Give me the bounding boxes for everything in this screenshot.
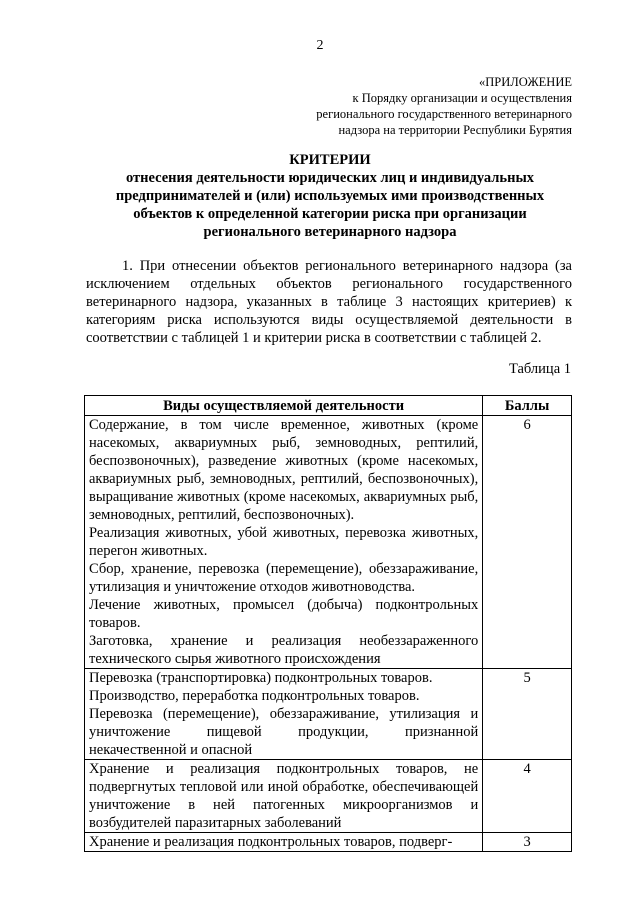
- table-row: [85, 416, 572, 669]
- appendix-header: [272, 74, 572, 138]
- score-cell: 6: [483, 416, 572, 669]
- activity-paragraph: Хранение и реализация подконтрольных товаров, не подвергнутых тепловой или иной обработке, обеспечивающей уничтожение в ней патогенных микроорганизмов и возбудителей паразитарных заболеваний: [89, 761, 479, 831]
- table-header-row: [85, 396, 572, 416]
- appendix-line: к Порядку организации и осуществления: [352, 91, 572, 105]
- activity-cell: [85, 833, 483, 852]
- intro-paragraph: 1. При отнесении объектов регионального ветеринарного надзора (за исключением отдельных объектов регионального государственного ветеринарного надзора, указанных в таблице 3 настоящих критериев) к категориям риска используются виды осуществляемой деятельности в соответствии с таблицей 1 и критерии риска в соответствии с таблицей 2.: [86, 258, 572, 346]
- activity-paragraph: Заготовка, хранение и реализация необеззараженного технического сырья животного происхождения: [89, 633, 479, 667]
- activity-paragraph: Хранение и реализация подконтрольных товаров, подверг-: [89, 834, 453, 850]
- title-subheading: отнесения деятельности юридических лиц и индивидуальных предпринимателей и (или) используемых ими производственных объектов к определенной категории риска при организации регионального ветеринарного надзора: [115, 170, 545, 240]
- activity-paragraph: Производство, переработка подконтрольных товаров.: [89, 688, 420, 704]
- activity-paragraph: Перевозка (перемещение), обеззараживание, утилизация и уничтожение пищевой продукции, признанной некачественной и опасной: [89, 706, 479, 758]
- score-cell: 5: [483, 669, 572, 760]
- score-cell: 4: [483, 760, 572, 833]
- document-title: [100, 151, 560, 241]
- table-row: [85, 833, 572, 852]
- page-number: 2: [316, 38, 324, 53]
- table-row: [85, 760, 572, 833]
- activity-paragraph: Лечение животных, промысел (добыча) подконтрольных товаров.: [89, 597, 479, 631]
- appendix-line: надзора на территории Республики Бурятия: [338, 123, 572, 137]
- activity-paragraph: Содержание, в том числе временное, животных (кроме насекомых, аквариумных рыб, земноводных, рептилий, беспозвоночных), разведение животных (кроме насекомых, аквариумных рыб, земноводных, рептилий, беспозвоночных), выращивание животных (кроме насекомых, аквариумных рыб, земноводных, рептилий, беспозвоночных).: [89, 417, 479, 523]
- title-heading: КРИТЕРИИ: [289, 152, 371, 168]
- header-score: Баллы: [483, 396, 572, 416]
- header-activity: Виды осуществляемой деятельности: [85, 396, 483, 416]
- table-caption: Таблица 1: [508, 361, 571, 377]
- criteria-table: [84, 395, 572, 852]
- activity-paragraph: Сбор, хранение, перевозка (перемещение), обеззараживание, утилизация и уничтожение отходов животноводства.: [89, 561, 479, 595]
- activity-cell: [85, 760, 483, 833]
- activity-cell: [85, 669, 483, 760]
- table-body: [85, 416, 572, 852]
- appendix-line: регионального государственного ветеринарного: [316, 107, 572, 121]
- score-cell: 3: [483, 833, 572, 852]
- activity-cell: [85, 416, 483, 669]
- activity-paragraph: Перевозка (транспортировка) подконтрольных товаров.: [89, 670, 433, 686]
- table-row: [85, 669, 572, 760]
- appendix-line: «ПРИЛОЖЕНИЕ: [479, 75, 572, 89]
- activity-paragraph: Реализация животных, убой животных, перевозка животных, перегон животных.: [89, 525, 479, 559]
